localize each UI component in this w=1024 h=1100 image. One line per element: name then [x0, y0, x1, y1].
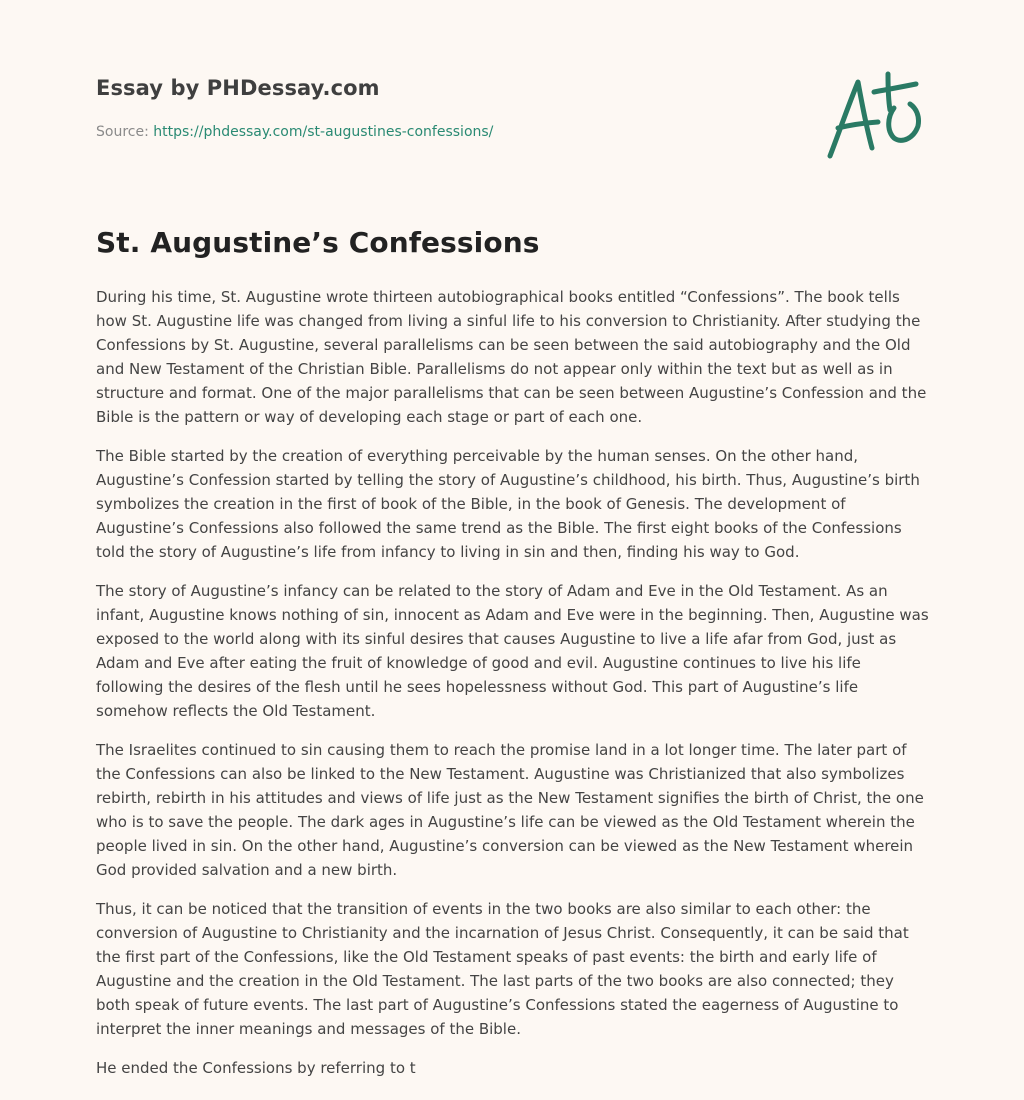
source-link[interactable]: https://phdessay.com/st-augustines-confessions/ [153, 124, 494, 140]
paragraph: The Bible started by the creation of everything perceivable by the human senses. On the other hand, Augustine’s Confession started by telling the story of Augustine’s childhood, his birth. Thus, Augustine’s birth symbolizes the creation in the first of book of the Bible, in the book of Genesis. The development of Augustine’s Confessions also followed the same trend as the Bible. The first eight books of the Confessions told the story of Augustine’s life from infancy to living in sin and then, finding his way to God. [96, 447, 920, 561]
paragraph: During his time, St. Augustine wrote thirteen autobiographical books entitled “Confessions”. The book tells how St. Augustine life was changed from living a sinful life to his conversion to Christianity. After studying the Confessions by St. Augustine, several parallelisms can be seen between the said autobiography and the Old and New Testament of the Christian Bible. Parallelisms do not appear only within the text but as well as in structure and format. One of the major parallelisms that can be seen between Augustine’s Confession and the Bible is the pattern or way of developing each stage or part of each one. [96, 288, 927, 426]
a-plus-logo-icon [824, 68, 928, 164]
paragraph: The story of Augustine’s infancy can be related to the story of Adam and Eve in the Old Testament. As an infant, Augustine knows nothing of sin, innocent as Adam and Eve were in the beginning. Then, Augustine was exposed to the world along with its sinful desires that causes Augustine to live a life afar from God, just as Adam and Eve after eating the fruit of knowledge of good and evil. Augustine continues to live his life following the desires of the flesh until he sees hopelessness without God. This part of Augustine’s life somehow reflects the Old Testament. [96, 582, 929, 720]
brand-title: Essay by PHDessay.com [96, 76, 380, 100]
source-line [96, 124, 493, 140]
paragraph: The Israelites continued to sin causing them to reach the promise land in a lot longer time. The later part of the Confessions can also be linked to the New Testament. Augustine was Christianized that also symbolizes rebirth, rebirth in his attitudes and views of life just as the New Testament signifies the birth of Christ, the one who is to save the people. The dark ages in Augustine’s life can be viewed as the Old Testament wherein the people lived in sin. On the other hand, Augustine’s conversion can be viewed as the New Testament wherein God provided salvation and a new birth. [96, 741, 924, 879]
article-body [96, 285, 932, 1095]
paragraph: He ended the Confessions by referring to t [96, 1059, 416, 1077]
paragraph: Thus, it can be noticed that the transition of events in the two books are also similar to each other: the conversion of Augustine to Christianity and the incarnation of Jesus Christ. Consequently, it can be said that the first part of the Confessions, like the Old Testament speaks of past events: the birth and early life of Augustine and the creation in the Old Testament. The last parts of the two books are also connected; they both speak of future events. The last part of Augustine’s Confessions stated the eagerness of Augustine to interpret the inner meanings and messages of the Bible. [96, 900, 909, 1038]
article-title: St. Augustine’s Confessions [96, 226, 540, 259]
source-label: Source: [96, 124, 149, 140]
